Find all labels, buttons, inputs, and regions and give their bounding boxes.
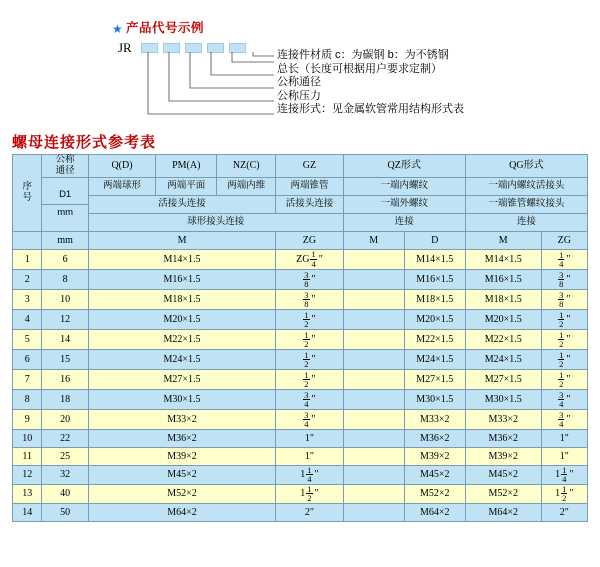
cell-qd-pma-nzc: M27×1.5	[88, 369, 275, 389]
cell-qz-d: M24×1.5	[404, 349, 465, 369]
qz-desc: 一端内螺纹	[343, 177, 465, 195]
code-prefix: JR	[118, 40, 132, 55]
cell-qd-pma-nzc: M45×2	[88, 465, 275, 484]
col-header-d1: D1	[59, 188, 72, 200]
cell-qg-m: M24×1.5	[465, 349, 541, 369]
cell-gz: 1 $\frac{1}{2}$ "	[276, 484, 343, 503]
unit-seq-blank	[13, 231, 42, 249]
code-legend	[277, 49, 464, 117]
nut-connection-table	[12, 154, 588, 522]
cell-gz: $\frac{3}{4}$ "	[276, 409, 343, 429]
cell-dn: 20	[42, 409, 88, 429]
unit-zg-2: ZG	[541, 231, 587, 249]
col-header-nzc: NZ(C)	[217, 155, 276, 178]
cell-qz-m	[343, 447, 404, 465]
col-header-gz: GZ	[276, 155, 343, 178]
cell-dn: 6	[42, 249, 88, 269]
cell-qz-d: M33×2	[404, 409, 465, 429]
cell-qz-m	[343, 465, 404, 484]
table-header-row-4	[13, 213, 588, 231]
cell-gz: $\frac{1}{2}$ "	[276, 349, 343, 369]
cell-qd-pma-nzc: M52×2	[88, 484, 275, 503]
cell-dn: 22	[42, 429, 88, 447]
cell-qz-d: M39×2	[404, 447, 465, 465]
cell-qg-m: M27×1.5	[465, 369, 541, 389]
cell-seq: 5	[13, 329, 42, 349]
cell-qg-zg: $\frac{3}{8}$ "	[541, 269, 587, 289]
cell-qg-m: M16×1.5	[465, 269, 541, 289]
cell-qg-m: M33×2	[465, 409, 541, 429]
cell-qz-d: M27×1.5	[404, 369, 465, 389]
cell-qz-d: M18×1.5	[404, 289, 465, 309]
cell-qd-pma-nzc: M14×1.5	[88, 249, 275, 269]
cell-seq: 1	[13, 249, 42, 269]
legend-item-nominal-pressure: 公称压力	[277, 89, 321, 102]
gz-connect: 活接头连接	[276, 195, 343, 213]
unit-zg-1: ZG	[276, 231, 343, 249]
cell-qz-m	[343, 349, 404, 369]
table-header-row-2	[13, 177, 588, 195]
table-row	[13, 447, 588, 465]
cell-qz-d: M22×1.5	[404, 329, 465, 349]
col-header-qg: QG形式	[465, 155, 587, 178]
unit-m-1: M	[88, 231, 275, 249]
cell-qz-m	[343, 289, 404, 309]
cell-qz-m	[343, 309, 404, 329]
cell-qz-m	[343, 389, 404, 409]
code-example-title: 产品代号示例	[126, 21, 205, 35]
col-header-dn: 公称 通径	[42, 155, 88, 178]
cell-dn: 8	[42, 269, 88, 289]
cell-qz-d: M36×2	[404, 429, 465, 447]
cell-seq: 12	[13, 465, 42, 484]
cell-qg-m: M39×2	[465, 447, 541, 465]
cell-gz: $\frac{1}{2}$ "	[276, 369, 343, 389]
cell-qg-zg: $\frac{1}{2}$ "	[541, 369, 587, 389]
cell-qd-pma-nzc: M16×1.5	[88, 269, 275, 289]
cell-qz-m	[343, 269, 404, 289]
star-icon: ★	[112, 22, 123, 36]
cell-seq: 13	[13, 484, 42, 503]
cell-qz-d: M20×1.5	[404, 309, 465, 329]
table-row	[13, 249, 588, 269]
cell-gz: $\frac{1}{2}$ "	[276, 329, 343, 349]
cell-dn: 18	[42, 389, 88, 409]
cell-dn: 50	[42, 503, 88, 521]
cell-qz-m	[343, 249, 404, 269]
cell-qd-pma-nzc: M39×2	[88, 447, 275, 465]
qg-connect-2: 连接	[465, 213, 587, 231]
legend-item-material: 连接件材质 c：为碳钢 b：为不锈钢	[277, 49, 449, 61]
cell-seq: 10	[13, 429, 42, 447]
col-header-seq: 序 号	[13, 155, 42, 232]
cell-qg-zg: $\frac{3}{4}$ "	[541, 409, 587, 429]
cell-gz: $\frac{3}{4}$ "	[276, 389, 343, 409]
unit-mm: mm	[42, 231, 88, 249]
cell-seq: 2	[13, 269, 42, 289]
table-row	[13, 289, 588, 309]
cell-qz-d: M14×1.5	[404, 249, 465, 269]
cell-seq: 7	[13, 369, 42, 389]
cell-qd-pma-nzc: M64×2	[88, 503, 275, 521]
gz-desc: 两端锥管	[276, 177, 343, 195]
cell-qg-zg: 1"	[541, 447, 587, 465]
table-row	[13, 349, 588, 369]
table-row	[13, 309, 588, 329]
cell-gz: 2"	[276, 503, 343, 521]
cell-qd-pma-nzc: M36×2	[88, 429, 275, 447]
qz-connect-2: 连接	[343, 213, 465, 231]
cell-qz-m	[343, 329, 404, 349]
cell-qz-m	[343, 429, 404, 447]
cell-gz: $\frac{3}{8}$ "	[276, 289, 343, 309]
cell-seq: 6	[13, 349, 42, 369]
cell-gz: 1"	[276, 447, 343, 465]
cell-seq: 11	[13, 447, 42, 465]
qd-desc: 两端球形	[88, 177, 155, 195]
cell-qg-zg: $\frac{1}{2}$ "	[541, 309, 587, 329]
cell-qg-zg: $\frac{1}{2}$ "	[541, 329, 587, 349]
cell-qg-zg: 1 $\frac{1}{4}$ "	[541, 465, 587, 484]
qz-connect: 一端外螺纹	[343, 195, 465, 213]
product-code-example	[0, 0, 600, 128]
cell-qd-pma-nzc: M24×1.5	[88, 349, 275, 369]
cell-qz-m	[343, 409, 404, 429]
pma-desc: 两端平面	[156, 177, 217, 195]
cell-qg-zg: $\frac{1}{4}$ "	[541, 249, 587, 269]
cell-dn: 25	[42, 447, 88, 465]
qg-connect: 一端锥管螺纹接头	[465, 195, 587, 213]
table-header-row-1	[13, 155, 588, 178]
cell-qg-m: M52×2	[465, 484, 541, 503]
cell-dn: 15	[42, 349, 88, 369]
cell-qg-m: M20×1.5	[465, 309, 541, 329]
table-row	[13, 329, 588, 349]
table-row	[13, 465, 588, 484]
table-header-row-5	[13, 231, 588, 249]
cell-dn: 10	[42, 289, 88, 309]
cell-qg-zg: $\frac{3}{8}$ "	[541, 289, 587, 309]
cell-qz-d: M52×2	[404, 484, 465, 503]
cell-qg-m: M22×1.5	[465, 329, 541, 349]
cell-qz-m	[343, 369, 404, 389]
cell-qd-pma-nzc: M33×2	[88, 409, 275, 429]
cell-qd-pma-nzc: M22×1.5	[88, 329, 275, 349]
cell-dn: 12	[42, 309, 88, 329]
cell-seq: 3	[13, 289, 42, 309]
cell-qg-zg: 1"	[541, 429, 587, 447]
cell-seq: 4	[13, 309, 42, 329]
unit-m-3: M	[465, 231, 541, 249]
cell-qg-zg: 2"	[541, 503, 587, 521]
cell-dn: 32	[42, 465, 88, 484]
cell-qz-m	[343, 503, 404, 521]
cell-qg-m: M36×2	[465, 429, 541, 447]
table-header-row-3	[13, 195, 588, 213]
cell-seq: 14	[13, 503, 42, 521]
cell-gz: $\frac{1}{2}$ "	[276, 309, 343, 329]
cell-qg-zg: $\frac{1}{2}$ "	[541, 349, 587, 369]
col-header-mm: mm	[42, 204, 87, 219]
unit-m-2: M	[343, 231, 404, 249]
qd-pma-nzc-connect: 活接头连接	[88, 195, 275, 213]
col-header-dn-unit-group	[42, 177, 88, 231]
col-header-qz: QZ形式	[343, 155, 465, 178]
table-row	[13, 389, 588, 409]
table-row	[13, 369, 588, 389]
qg-desc: 一端内螺纹活接头	[465, 177, 587, 195]
cell-qd-pma-nzc: M30×1.5	[88, 389, 275, 409]
cell-qg-m: M45×2	[465, 465, 541, 484]
cell-seq: 9	[13, 409, 42, 429]
unit-d: D	[404, 231, 465, 249]
cell-qg-zg: $\frac{3}{4}$ "	[541, 389, 587, 409]
cell-qd-pma-nzc: M18×1.5	[88, 289, 275, 309]
table-row	[13, 484, 588, 503]
cell-qz-d: M45×2	[404, 465, 465, 484]
col-header-pma: PM(A)	[156, 155, 217, 178]
table-body	[13, 249, 588, 521]
col-header-qd: Q(D)	[88, 155, 155, 178]
cell-qg-m: M64×2	[465, 503, 541, 521]
cell-seq: 8	[13, 389, 42, 409]
cell-dn: 14	[42, 329, 88, 349]
cell-gz: 1 $\frac{1}{4}$ "	[276, 465, 343, 484]
cell-qz-d: M16×1.5	[404, 269, 465, 289]
ball-joint-connect: 球形接头连接	[88, 213, 343, 231]
cell-qd-pma-nzc: M20×1.5	[88, 309, 275, 329]
cell-gz: ZG $\frac{1}{4}$ "	[276, 249, 343, 269]
cell-qg-m: M14×1.5	[465, 249, 541, 269]
cell-gz: 1"	[276, 429, 343, 447]
cell-qz-d: M30×1.5	[404, 389, 465, 409]
cell-qz-d: M64×2	[404, 503, 465, 521]
cell-qz-m	[343, 484, 404, 503]
cell-dn: 40	[42, 484, 88, 503]
legend-item-length: 总长（长度可根据用户要求定制）	[277, 62, 442, 75]
nzc-desc: 两端内维	[217, 177, 276, 195]
section-title: 螺母连接形式参考表	[12, 134, 157, 151]
table-row	[13, 503, 588, 521]
table-row	[13, 269, 588, 289]
table-row	[13, 429, 588, 447]
cell-gz: $\frac{3}{8}$ "	[276, 269, 343, 289]
legend-item-connection-type: 连接形式：见金属软管常用结构形式表	[277, 103, 464, 116]
cell-qg-m: M30×1.5	[465, 389, 541, 409]
cell-qg-zg: 1 $\frac{1}{2}$ "	[541, 484, 587, 503]
table-row	[13, 409, 588, 429]
legend-item-nominal-diameter: 公称通径	[277, 76, 321, 89]
cell-dn: 16	[42, 369, 88, 389]
cell-qg-m: M18×1.5	[465, 289, 541, 309]
